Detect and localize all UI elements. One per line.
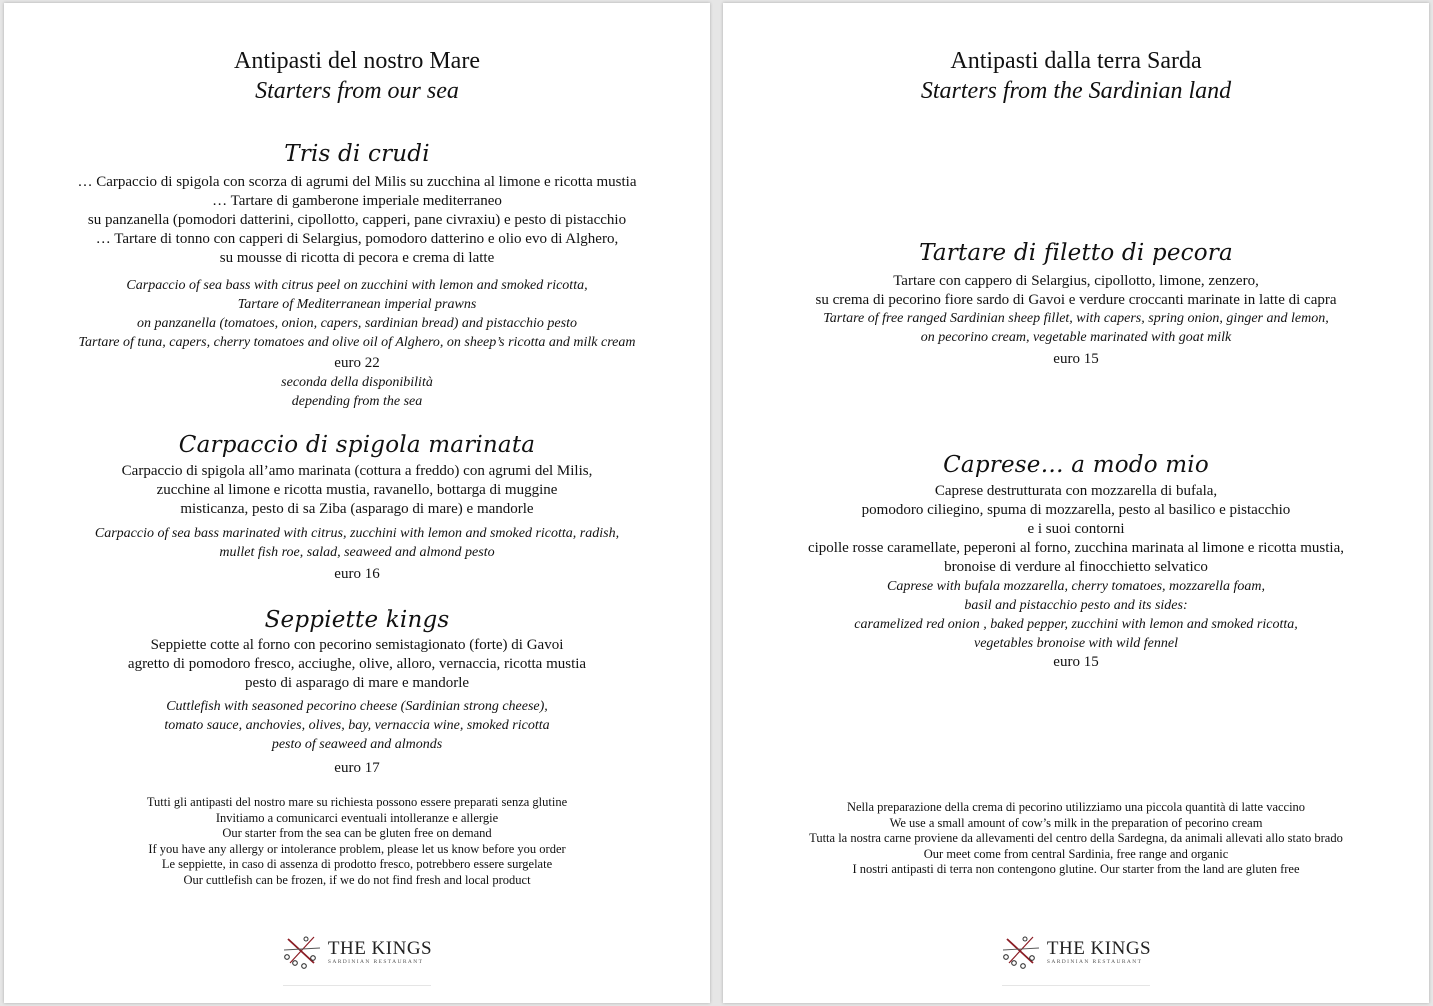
description-line: su crema di pecorino fiore sardo di Gavoi e verdure croccanti marinate in latte di capra	[815, 292, 1337, 308]
dish-notes	[4, 373, 710, 411]
page-subtitle: Starters from the Sardinian land	[920, 78, 1232, 104]
dish-title-seppiette-kings: Seppiette kings	[264, 607, 450, 633]
description-line: on pecorino cream, vegetable marinated with goat milk	[920, 330, 1232, 345]
description-line: agretto di pomodoro fresco, acciughe, olive, alloro, vernaccia, ricotta mustia	[127, 656, 587, 672]
description-line: Carpaccio of sea bass marinated with citrus, zucchini with lemon and smoked ricotta, radish,	[94, 526, 620, 541]
description-line: pesto di asparago di mare e mandorle	[244, 675, 470, 691]
logo-name: THE KINGS	[327, 937, 433, 959]
description-line: zucchine al limone e ricotta mustia, ravanello, bottarga di muggine	[156, 482, 558, 498]
description-line: … Carpaccio di spigola con scorza di agrumi del Milis su zucchina al limone e ricotta mustia	[77, 174, 637, 190]
description-line: Tartare of Mediterranean imperial prawns	[237, 297, 477, 312]
note-line: Our cuttlefish can be frozen, if we do not find fresh and local product	[183, 872, 531, 887]
description-line: Tartare of tuna, capers, cherry tomatoes and olive oil of Alghero, on sheep’s ricotta and milk cream	[78, 335, 636, 350]
note-line: Tutti gli antipasti del nostro mare su richiesta possono essere preparati senza glutine	[146, 795, 568, 809]
description-line: misticanza, pesto di sa Ziba (asparago di mare) e mandorle	[180, 501, 534, 517]
menu-page-land	[723, 3, 1429, 1003]
dish-price: euro 22	[334, 355, 380, 371]
kings-emblem-icon	[1001, 933, 1041, 971]
description-line: on panzanella (tomatoes, onion, capers, sardinian bread) and pistacchio pesto	[137, 316, 577, 331]
description-line: Caprese with bufala mozzarella, cherry tomatoes, mozzarella foam,	[887, 579, 1265, 594]
description-line: Carpaccio of sea bass with citrus peel on zucchini with lemon and smoked ricotta,	[126, 278, 588, 293]
note-line: Tutta la nostra carne proviene da allevamenti del centro della Sardegna, da animali allevati allo stato brado	[809, 831, 1343, 845]
note-line: If you have any allergy or intolerance problem, please let us know before you order	[148, 841, 566, 856]
description-line: Seppiette cotte al forno con pecorino semistagionato (forte) di Gavoi	[150, 637, 564, 653]
logo-tagline: SARDINIAN RESTAURANT	[1046, 958, 1143, 965]
logo-tagline: SARDINIAN RESTAURANT	[327, 958, 424, 965]
dish-description-english	[723, 577, 1429, 653]
dish-description-italian	[723, 272, 1429, 310]
dish-description-english	[723, 309, 1429, 347]
dish-price: euro 15	[1053, 654, 1099, 670]
note-line: depending from the sea	[291, 394, 423, 409]
page-subtitle: Starters from our sea	[255, 78, 459, 104]
logo-divider	[283, 985, 431, 986]
description-line: cipolle rosse caramellate, peperoni al forno, zucchina marinata al limone e ricotta mustia,	[807, 540, 1345, 556]
dish-description-italian	[4, 636, 710, 693]
description-line: su mousse di ricotta di pecora e crema di latte	[219, 250, 495, 266]
dish-description-italian	[4, 173, 710, 268]
dish-description-italian	[723, 482, 1429, 577]
note-line: We use a small amount of cow’s milk in the preparation of pecorino cream	[889, 815, 1263, 830]
kings-emblem-icon	[282, 933, 322, 971]
dish-title-tris-di-crudi: Tris di crudi	[284, 141, 430, 167]
dish-description-english	[4, 524, 710, 562]
note-line: Nella preparazione della crema di pecorino utilizziamo una piccola quantità di latte vaccino	[846, 800, 1306, 814]
description-line: Carpaccio di spigola all’amo marinata (cottura a freddo) con agrumi del Milis,	[121, 463, 593, 479]
note-line: Invitiamo a comunicarci eventuali intolleranze e allergie	[215, 810, 499, 825]
footer-notes	[4, 795, 710, 888]
dish-title-caprese: Caprese… a modo mio	[943, 452, 1209, 478]
menu-page-sea	[4, 3, 710, 1003]
logo-name: THE KINGS	[1046, 937, 1152, 959]
description-line: Tartare of free ranged Sardinian sheep fillet, with capers, spring onion, ginger and lemon,	[823, 311, 1329, 326]
note-line: Le seppiette, in caso di assenza di prodotto fresco, potrebbero essere surgelate	[161, 857, 553, 871]
dish-description-english	[4, 276, 710, 352]
description-line: e i suoi contorni	[1027, 521, 1125, 537]
description-line: tomato sauce, anchovies, olives, bay, vernaccia wine, smoked ricotta	[164, 718, 550, 733]
description-line: … Tartare di gamberone imperiale mediterraneo	[212, 193, 502, 209]
dish-price: euro 17	[334, 760, 380, 776]
page-title: Antipasti dalla terra Sarda	[950, 48, 1202, 74]
description-line: vegetables bronoise with wild fennel	[973, 636, 1178, 651]
note-line: I nostri antipasti di terra non contengono glutine. Our starter from the land are gluten free	[852, 862, 1300, 876]
note-line: Our starter from the sea can be gluten free on demand	[222, 826, 492, 840]
description-line: bronoise di verdure al finocchietto selvatico	[944, 559, 1208, 575]
description-line: Tartare con cappero di Selargius, cipollotto, limone, zenzero,	[893, 273, 1259, 289]
dish-price: euro 16	[334, 566, 380, 582]
footer-notes	[723, 800, 1429, 878]
dish-title-carpaccio-di-spigola: Carpaccio di spigola marinata	[178, 432, 536, 458]
description-line: Cuttlefish with seasoned pecorino cheese (Sardinian strong cheese),	[166, 699, 548, 714]
logo-divider	[1002, 985, 1150, 986]
description-line: pesto of seaweed and almonds	[271, 737, 443, 752]
description-line: caramelized red onion , baked pepper, zucchini with lemon and smoked ricotta,	[854, 617, 1298, 632]
page-title: Antipasti del nostro Mare	[234, 48, 480, 74]
description-line: Caprese destrutturata con mozzarella di bufala,	[934, 483, 1218, 499]
dish-description-italian	[4, 462, 710, 519]
dish-description-english	[4, 697, 710, 754]
restaurant-logo	[723, 933, 1429, 971]
note-line: Our meet come from central Sardinia, free range and organic	[923, 846, 1229, 861]
description-line: basil and pistacchio pesto and its sides:	[964, 598, 1188, 613]
dish-title-tartare-di-filetto: Tartare di filetto di pecora	[919, 240, 1233, 266]
dish-price: euro 15	[1053, 351, 1099, 367]
description-line: … Tartare di tonno con capperi di Selargius, pomodoro datterino e olio evo di Alghero,	[95, 231, 619, 247]
description-line: mullet fish roe, salad, seaweed and almond pesto	[219, 545, 495, 560]
description-line: su panzanella (pomodori datterini, cipollotto, capperi, pane civraxiu) e pesto di pistacchio	[87, 212, 627, 228]
restaurant-logo	[4, 933, 710, 971]
note-line: seconda della disponibilità	[281, 375, 433, 390]
description-line: pomodoro ciliegino, spuma di mozzarella, pesto al basilico e pistacchio	[861, 502, 1291, 518]
